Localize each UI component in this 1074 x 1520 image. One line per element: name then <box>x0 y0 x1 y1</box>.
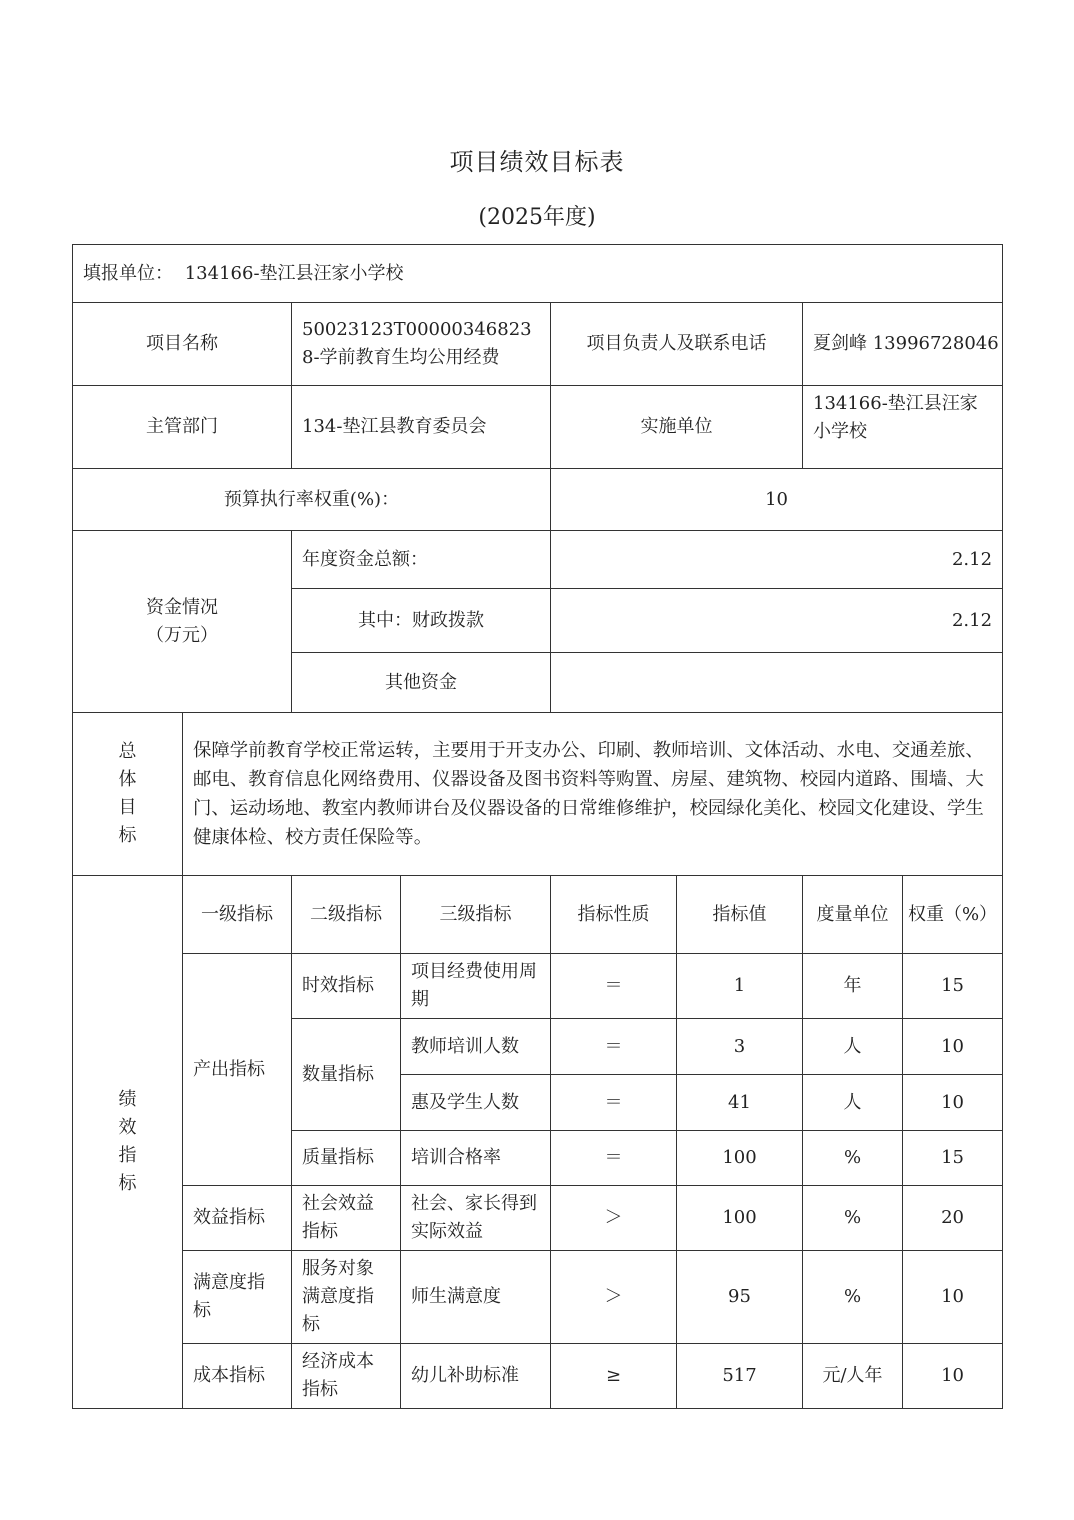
level2-social: 社会效益指标 <box>292 1186 401 1251</box>
indicator-nature: ≥ <box>551 1344 677 1409</box>
reporting-unit-cell <box>73 245 1003 303</box>
header-level3: 三级指标 <box>401 876 551 954</box>
indicator-unit: 人 <box>803 1019 903 1075</box>
level2-quantity: 数量指标 <box>292 1019 401 1131</box>
indicator-name: 项目经费使用周期 <box>401 954 551 1019</box>
indicator-name: 惠及学生人数 <box>401 1075 551 1131</box>
header-unit: 度量单位 <box>803 876 903 954</box>
indicator-weight: 20 <box>903 1186 1003 1251</box>
department-value: 134-垫江县教育委员会 <box>292 386 551 469</box>
page-title: 项目绩效目标表 <box>449 148 625 176</box>
indicator-nature: ＝ <box>551 1019 677 1075</box>
funds-fiscal-value: 2.12 <box>551 589 1003 653</box>
indicator-weight: 15 <box>903 1131 1003 1186</box>
indicator-unit: % <box>803 1131 903 1186</box>
indicator-value: 95 <box>677 1251 803 1344</box>
indicator-name: 社会、家长得到实际效益 <box>401 1186 551 1251</box>
implementing-unit-label: 实施单位 <box>551 386 803 469</box>
budget-rate-label: 预算执行率权重(%)： <box>73 469 551 531</box>
indicator-weight: 10 <box>903 1344 1003 1409</box>
header-level1: 一级指标 <box>183 876 292 954</box>
overall-goal-label-char: 标 <box>118 825 137 846</box>
indicator-weight: 10 <box>903 1019 1003 1075</box>
indicators-label-char: 标 <box>118 1173 137 1194</box>
indicators-label-char: 指 <box>118 1145 137 1166</box>
level1-satisfaction: 满意度指标 <box>183 1251 292 1344</box>
project-name-label: 项目名称 <box>73 303 292 386</box>
indicator-name: 培训合格率 <box>401 1131 551 1186</box>
project-name-row <box>73 303 1003 386</box>
indicator-nature: ＝ <box>551 1131 677 1186</box>
project-name-value: 50023123T000003468238-学前教育生均公用经费 <box>292 303 551 386</box>
indicator-value: 1 <box>677 954 803 1019</box>
department-row <box>73 386 1003 469</box>
indicator-unit: 人 <box>803 1075 903 1131</box>
indicator-unit: % <box>803 1186 903 1251</box>
indicator-value: 41 <box>677 1075 803 1131</box>
indicator-unit: % <box>803 1251 903 1344</box>
indicator-value: 100 <box>677 1131 803 1186</box>
funds-label-line2: （万元） <box>146 624 218 646</box>
indicator-value: 3 <box>677 1019 803 1075</box>
level2-economic: 经济成本指标 <box>292 1344 401 1409</box>
indicator-nature: ＞ <box>551 1251 677 1344</box>
indicator-unit: 年 <box>803 954 903 1019</box>
implementing-unit-value: 134166-垫江县汪家小学校 <box>803 386 1003 469</box>
funds-total-row <box>73 531 1003 589</box>
header-value: 指标值 <box>677 876 803 954</box>
level1-benefit: 效益指标 <box>183 1186 292 1251</box>
level1-output: 产出指标 <box>183 954 292 1186</box>
indicator-row <box>73 1186 1003 1251</box>
header-weight: 权重（%） <box>903 876 1003 954</box>
header-nature: 指标性质 <box>551 876 677 954</box>
level2-timeliness: 时效指标 <box>292 954 401 1019</box>
overall-goal-row <box>73 713 1003 876</box>
indicators-label <box>73 876 183 1409</box>
indicator-nature: ＝ <box>551 1075 677 1131</box>
budget-rate-value: 10 <box>551 469 1003 531</box>
overall-goal-label-char: 体 <box>118 769 137 790</box>
page-subtitle: (2025年度) <box>478 205 596 230</box>
indicator-row <box>73 1344 1003 1409</box>
indicators-label-char: 绩 <box>118 1089 137 1110</box>
indicator-value: 100 <box>677 1186 803 1251</box>
performance-target-table <box>72 244 1003 1409</box>
reporting-unit-row <box>73 245 1003 303</box>
indicator-name: 师生满意度 <box>401 1251 551 1344</box>
funds-label-line1: 资金情况 <box>146 596 218 618</box>
overall-goal-label-char: 目 <box>118 797 137 818</box>
department-label: 主管部门 <box>73 386 292 469</box>
indicator-header-row <box>73 876 1003 954</box>
overall-goal-label <box>73 713 183 876</box>
indicator-row <box>73 1251 1003 1344</box>
funds-other-value <box>551 653 1003 713</box>
funds-fiscal-label: 其中：财政拨款 <box>292 589 551 653</box>
reporting-unit-value: 134166-垫江县汪家小学校 <box>184 262 404 284</box>
budget-rate-row <box>73 469 1003 531</box>
reporting-unit-label: 填报单位： <box>83 262 173 284</box>
funds-other-label: 其他资金 <box>292 653 551 713</box>
level2-service: 服务对象满意度指标 <box>292 1251 401 1344</box>
indicator-value: 517 <box>677 1344 803 1409</box>
overall-goal-text: 保障学前教育学校正常运转，主要用于开支办公、印刷、教师培训、文体活动、水电、交通差旅、邮电、教育信息化网络费用、仪器设备及图书资料等购置、房屋、建筑物、校园内道路、围墙、大门、运动场地、教室内教师讲台及仪器设备的日常维修维护，校园绿化美化、校园文化建设、学生健康体检、校方责任保险等。 <box>183 713 1003 876</box>
indicator-unit: 元/人年 <box>803 1344 903 1409</box>
indicators-label-char: 效 <box>118 1117 137 1138</box>
level2-quality: 质量指标 <box>292 1131 401 1186</box>
project-contact-label: 项目负责人及联系电话 <box>551 303 803 386</box>
indicator-weight: 15 <box>903 954 1003 1019</box>
indicator-row <box>73 954 1003 1019</box>
indicator-name: 教师培训人数 <box>401 1019 551 1075</box>
funds-label <box>73 531 292 713</box>
indicator-weight: 10 <box>903 1075 1003 1131</box>
funds-total-label: 年度资金总额： <box>292 531 551 589</box>
funds-total-value: 2.12 <box>551 531 1003 589</box>
header-level2: 二级指标 <box>292 876 401 954</box>
project-contact-value: 夏剑峰 13996728046 <box>803 303 1003 386</box>
overall-goal-label-char: 总 <box>118 741 137 762</box>
level1-cost: 成本指标 <box>183 1344 292 1409</box>
indicator-nature: ＞ <box>551 1186 677 1251</box>
indicator-nature: ＝ <box>551 954 677 1019</box>
indicator-weight: 10 <box>903 1251 1003 1344</box>
indicator-name: 幼儿补助标准 <box>401 1344 551 1409</box>
